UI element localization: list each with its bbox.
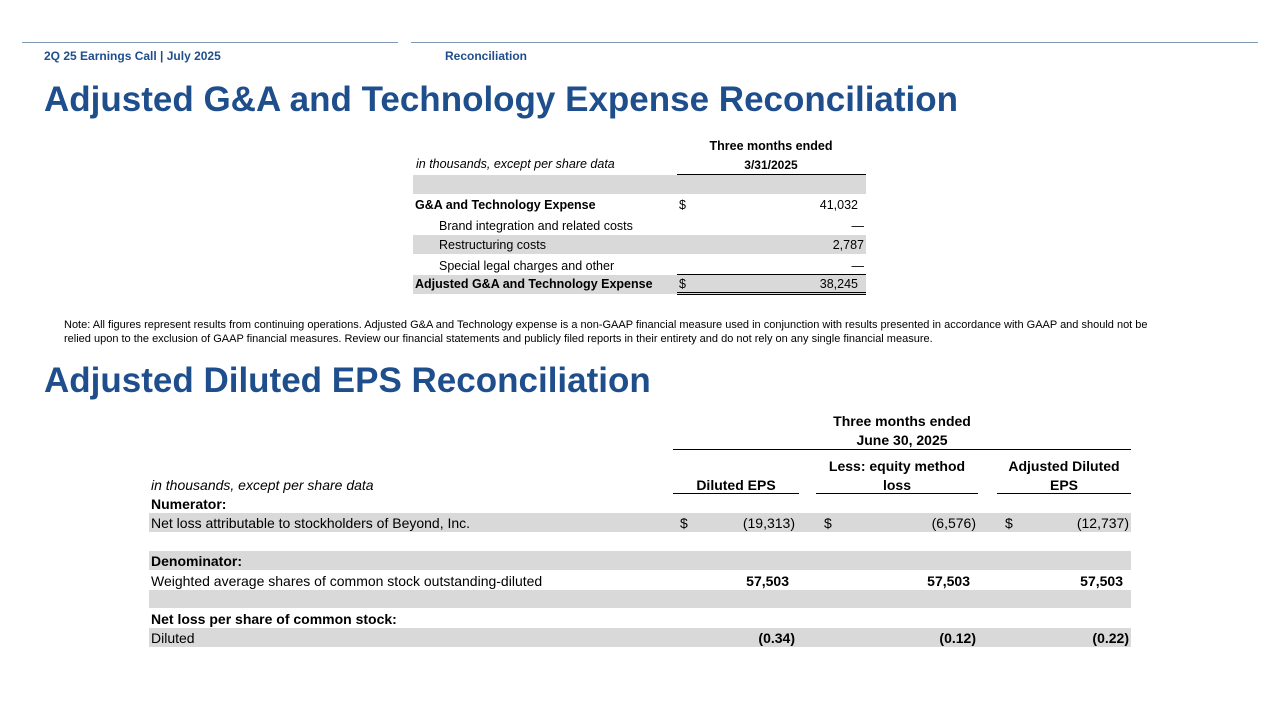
- table-row: [149, 609, 1131, 628]
- row-label: Net loss attributable to stockholders of Beyond, Inc.: [151, 515, 471, 531]
- row-value: —: [851, 259, 864, 273]
- row-label: Weighted average shares of common stock outstanding-diluted: [151, 573, 543, 589]
- table-row: [413, 195, 866, 214]
- section1-column-date: 3/31/2025: [744, 158, 798, 172]
- row-value: (6,576): [931, 515, 976, 531]
- total-double-rule-1: [677, 292, 866, 293]
- section1-shaded-band: [413, 175, 866, 194]
- table-row: [149, 494, 1131, 513]
- row-label: Brand integration and related costs: [439, 219, 633, 233]
- row-label: Restructuring costs: [439, 238, 546, 252]
- header-rule-left: [22, 42, 398, 43]
- total-double-rule-2: [677, 294, 866, 295]
- section2-period-header: Three months ended: [833, 413, 971, 429]
- section2-caption: in thousands, except per share data: [151, 477, 374, 493]
- row-label: Diluted: [151, 630, 195, 646]
- row-value: (19,313): [742, 515, 795, 531]
- column-header-adjusted-eps: Adjusted Diluted EPS: [1008, 458, 1120, 493]
- table-row: [149, 571, 1131, 590]
- row-value: 38,245: [819, 277, 858, 291]
- row-label: G&A and Technology Expense: [415, 198, 596, 212]
- row-value: 57,503: [927, 573, 970, 589]
- section1-title: Adjusted G&A and Technology Expense Reconciliation: [44, 80, 959, 119]
- table-row: [413, 235, 866, 254]
- row-value: 2,787: [832, 238, 864, 252]
- row-dollar: $: [679, 198, 686, 212]
- row-value: 41,032: [819, 198, 858, 212]
- section2-title: Adjusted Diluted EPS Reconciliation: [44, 361, 651, 400]
- row-value: (12,737): [1076, 515, 1129, 531]
- table-row: [149, 513, 1131, 532]
- table-row: [413, 216, 866, 235]
- row-value: (0.22): [1092, 630, 1129, 646]
- row-dollar: $: [680, 515, 688, 531]
- section1-column-header: Three months ended: [709, 139, 833, 153]
- table-row: [149, 628, 1131, 647]
- row-label: Special legal charges and other: [439, 259, 615, 273]
- row-value: 57,503: [746, 573, 789, 589]
- row-value: (0.34): [758, 630, 795, 646]
- table-row: [149, 551, 1131, 570]
- spacer-band: [149, 590, 1131, 608]
- row-value: —: [851, 219, 864, 233]
- footnote: Note: All figures represent results from continuing operations. Adjusted G&A and Technology expense is a non-GAAP financial measure used in conjunction with results presented in accordance with GAAP and should not be relied upon to the exclusion of GAAP financial measures. Review our financial statements and publicly filed reports in their entirety and do not rely on any single financial measure.: [64, 319, 1148, 345]
- header-event-label: 2Q 25 Earnings Call | July 2025: [44, 49, 221, 63]
- row-label: Adjusted G&A and Technology Expense: [415, 277, 653, 291]
- column-header-diluted-eps: Diluted EPS: [696, 477, 776, 493]
- row-heading: Denominator:: [151, 553, 242, 569]
- section2-period-date: June 30, 2025: [856, 432, 948, 448]
- row-dollar: $: [1005, 515, 1013, 531]
- section2-period-rule: [673, 449, 1131, 450]
- row-value: (0.12): [939, 630, 976, 646]
- row-heading: Net loss per share of common stock:: [151, 611, 397, 627]
- row-dollar: $: [824, 515, 832, 531]
- header-section-label: Reconciliation: [445, 49, 528, 63]
- row-dollar: $: [679, 277, 686, 291]
- table-row: [413, 256, 866, 275]
- column-header-equity-loss: Less: equity method loss: [828, 458, 966, 493]
- row-heading: Numerator:: [151, 496, 227, 512]
- row-value: 57,503: [1080, 573, 1123, 589]
- header-rule-right: [411, 42, 1258, 43]
- section1-caption: in thousands, except per share data: [416, 157, 615, 171]
